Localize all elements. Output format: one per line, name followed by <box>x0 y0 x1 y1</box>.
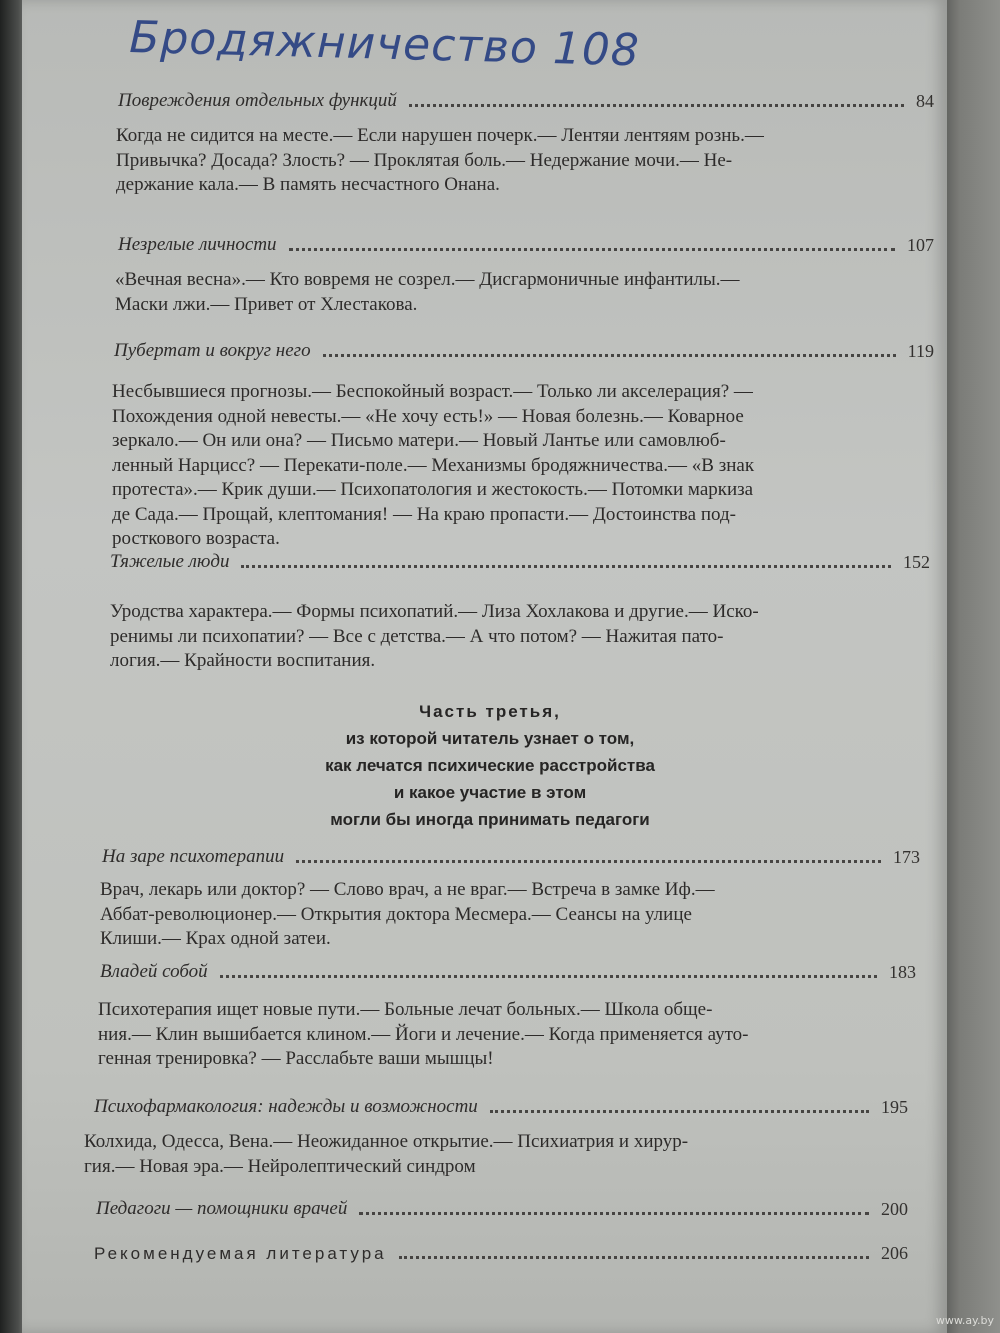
description-line: гия.— Новая эра.— Нейролептический синдром <box>84 1155 476 1177</box>
part-heading-line: могли бы иногда принимать педагоги <box>330 810 650 829</box>
description-line: Психотерапия ищет новые пути.— Больные лечат больных.— Школа обще- <box>98 999 713 1020</box>
handwritten-note: Бродяжничество 108 <box>128 12 641 77</box>
toc-page-number: 195 <box>881 1097 908 1117</box>
description-line: Маски лжи.— Привет от Хлестакова. <box>115 293 418 315</box>
part-heading-line: как лечатся психические расстройства <box>325 756 655 775</box>
toc-entry-nezrelye <box>118 228 934 256</box>
toc-entry-title: Повреждения отдельных функций <box>118 90 397 111</box>
toc-entry-title: Пубертат и вокруг него <box>114 340 311 361</box>
toc-entry-na-zare <box>102 840 920 868</box>
toc-entry-description <box>100 878 860 952</box>
description-line: де Сада.— Прощай, клептомания! — На краю пропасти.— Достоинства под- <box>112 503 736 525</box>
toc-entry-description <box>84 1130 854 1179</box>
description-line: Несбывшиеся прогнозы.— Беспокойный возраст.— Только ли акселерация? — <box>112 381 753 402</box>
toc-entry-title: Рекомендуемая литература <box>94 1244 387 1263</box>
toc-entry-description <box>110 600 868 674</box>
leader-dots <box>289 248 895 251</box>
toc-page-number: 107 <box>907 235 934 255</box>
toc-entry-povrezhdeniya <box>118 84 934 112</box>
description-line: логия.— Крайности воспитания. <box>110 650 376 671</box>
toc-page-number: 206 <box>881 1243 908 1263</box>
site-watermark: www.ay.by <box>935 1314 994 1327</box>
toc-entry-description <box>112 380 868 552</box>
description-line: ленный Нарцисс? — Перекати-поле.— Механизмы бродяжничества.— «В знак <box>112 454 755 476</box>
toc-entry-vladei <box>100 955 916 983</box>
toc-entry-title: Педагоги — помощники врачей <box>96 1198 348 1219</box>
description-line: генная тренировка? — Расслабьте ваши мышцы! <box>98 1048 494 1069</box>
leader-dots <box>409 104 904 107</box>
book-cover-edge <box>942 0 1000 1333</box>
toc-entry-description <box>116 124 858 198</box>
toc-entry-title: Психофармакология: надежды и возможности <box>94 1096 478 1117</box>
description-line: Привычка? Досада? Злость? — Проклятая боль.— Недержание мочи.— Не- <box>116 149 733 171</box>
description-line: ния.— Клин вышибается клином.— Йоги и лечение.— Когда применяется ауто- <box>98 1023 749 1045</box>
leader-dots <box>323 354 896 357</box>
leader-dots <box>490 1110 869 1113</box>
toc-entry-title: Незрелые личности <box>118 234 277 255</box>
part-heading-line: Часть третья, <box>419 702 561 721</box>
toc-entry-description <box>115 268 865 317</box>
book-page <box>22 0 947 1333</box>
toc-page-number: 200 <box>881 1199 908 1219</box>
description-line: протеста».— Крик души.— Психопатология и жестокость.— Потомки маркиза <box>112 479 754 500</box>
toc-page-number: 152 <box>903 552 930 572</box>
toc-page-number: 84 <box>916 91 934 111</box>
description-line: зеркало.— Он или она? — Письмо матери.— Новый Лантье или самовлюб- <box>112 430 726 451</box>
leader-dots <box>220 975 877 978</box>
description-line: Уродства характера.— Формы психопатий.— Лиза Хохлакова и другие.— Иско- <box>110 601 759 622</box>
leader-dots <box>359 1212 869 1215</box>
toc-entry-description <box>98 998 862 1072</box>
description-line: Клиши.— Крах одной затеи. <box>100 928 331 949</box>
description-line: Врач, лекарь или доктор? — Слово врач, а не враг.— Встреча в замке Иф.— <box>100 879 715 900</box>
description-line: Когда не сидится на месте.— Если нарушен почерк.— Лентяи лентяям рознь.— <box>116 125 764 146</box>
leader-dots <box>399 1256 869 1259</box>
description-line: Колхида, Одесса, Вена.— Неожиданное открытие.— Психиатрия и хирур- <box>84 1131 689 1152</box>
toc-page-number: 119 <box>907 341 934 361</box>
part-three-heading <box>190 698 790 833</box>
part-heading-line: из которой читатель узнает о том, <box>345 729 635 748</box>
description-line: Похождения одной невесты.— «Не хочу есть!» — Новая болезнь.— Коварное <box>112 405 744 427</box>
toc-entry-literatura <box>94 1236 908 1264</box>
description-line: росткового возраста. <box>112 528 280 549</box>
leader-dots <box>296 860 881 863</box>
leader-dots <box>241 565 891 568</box>
toc-page-number: 173 <box>893 847 920 867</box>
toc-entry-title: На заре психотерапии <box>102 846 285 867</box>
toc-entry-pubertat <box>114 334 934 362</box>
description-line: «Вечная весна».— Кто вовремя не созрел.— Дисгармоничные инфантилы.— <box>115 269 740 290</box>
part-heading-line: и какое участие в этом <box>393 783 587 802</box>
toc-entry-title: Тяжелые люди <box>110 551 230 572</box>
description-line: держание кала.— В память несчастного Онана. <box>116 174 500 195</box>
toc-entry-pedagogi <box>96 1192 908 1220</box>
description-line: Аббат-революционер.— Открытия доктора Месмера.— Сеансы на улице <box>100 903 692 925</box>
toc-entry-tyazhelye <box>110 545 930 573</box>
description-line: ренимы ли психопатии? — Все с детства.— А что потом? — Нажитая пато- <box>110 625 724 647</box>
toc-page-number: 183 <box>889 962 916 982</box>
toc-entry-title: Владей собой <box>100 961 208 982</box>
toc-entry-psikhofarmakologiya <box>94 1090 908 1118</box>
